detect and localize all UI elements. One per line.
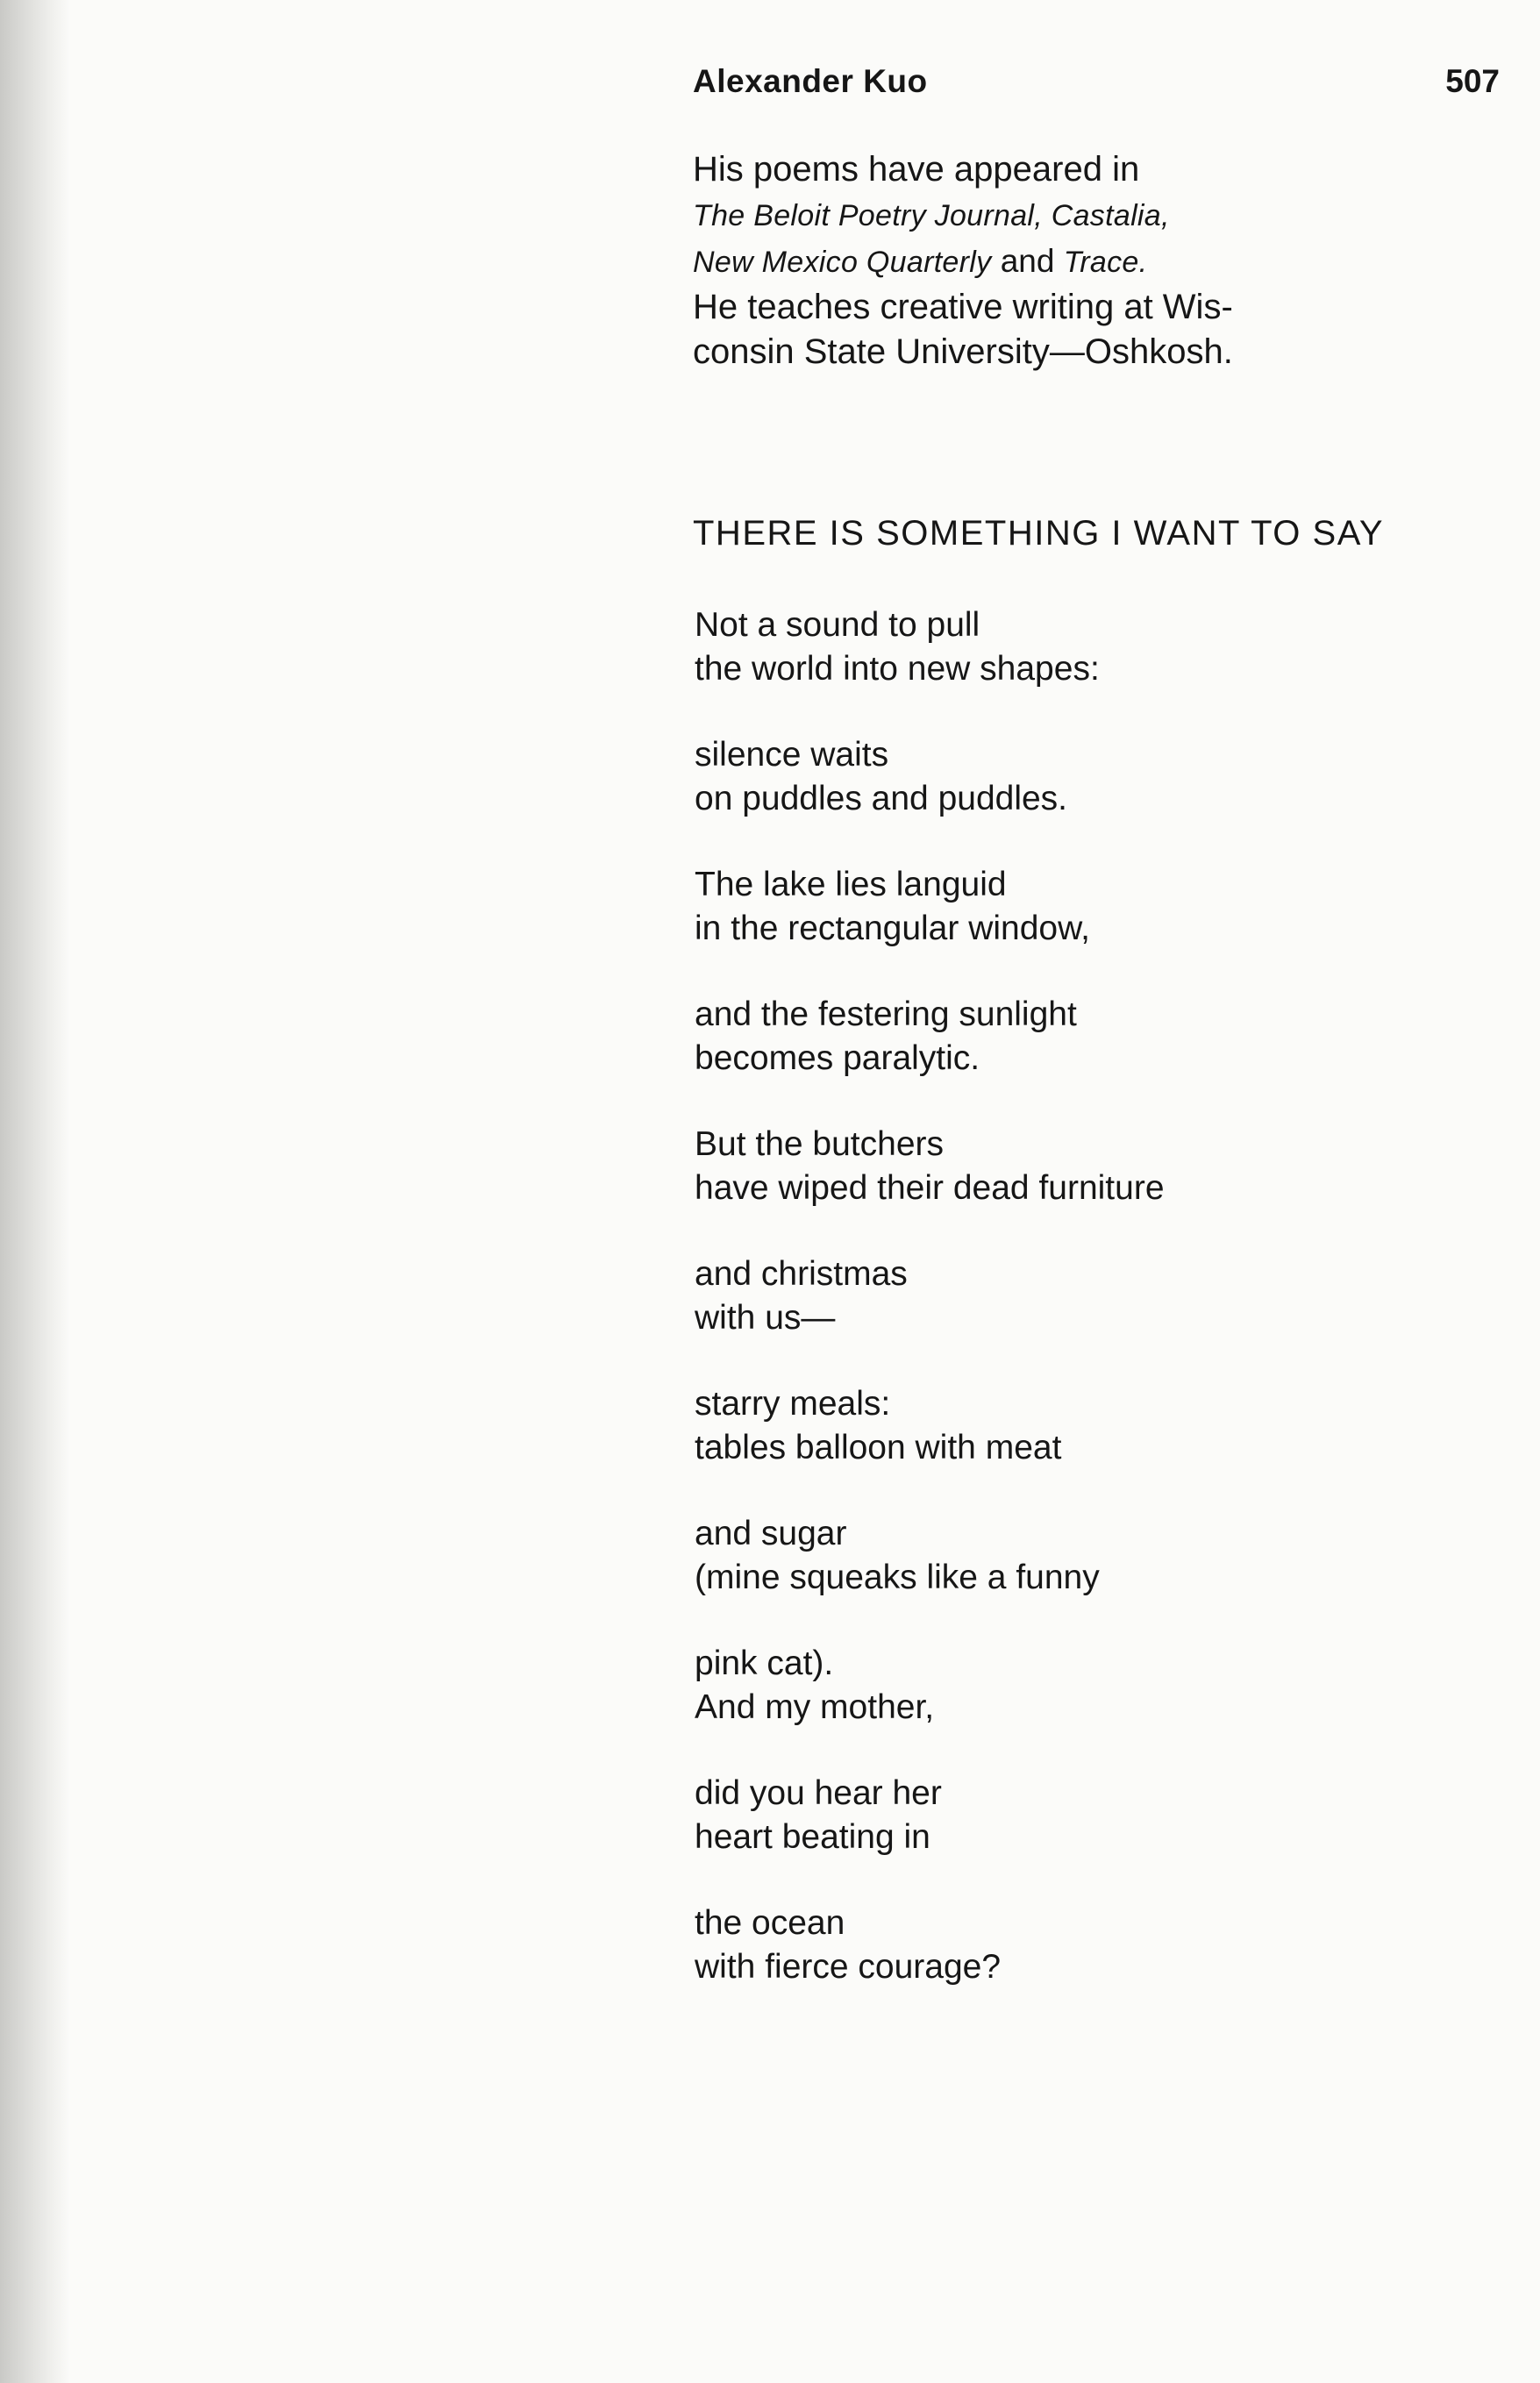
- conjunction: and: [991, 243, 1064, 279]
- poem-line: But the butchers: [695, 1125, 945, 1163]
- bio-line: [693, 192, 1359, 239]
- poem-line: (mine squeaks like a funny: [695, 1559, 1100, 1596]
- poem-line: have wiped their dead furniture: [695, 1169, 1165, 1207]
- author-bio: [693, 147, 1359, 375]
- bio-line: [693, 239, 1359, 285]
- poem-line: in the rectangular window,: [695, 910, 1090, 947]
- poem-stanza: [695, 1252, 1484, 1340]
- journal-title: Trace.: [1063, 246, 1148, 279]
- poem-line: heart beating in: [695, 1818, 930, 1856]
- bio-line: He teaches creative writing at Wis-: [693, 288, 1233, 326]
- poem-line: the world into new shapes:: [695, 650, 1100, 688]
- poem-stanza: [695, 1901, 1484, 1989]
- poem-line: The lake lies languid: [695, 866, 1007, 903]
- poem-line: and sugar: [695, 1515, 847, 1552]
- poem-stanza: [695, 1642, 1484, 1730]
- poem-line: starry meals:: [695, 1385, 891, 1423]
- poem-stanza: [695, 863, 1484, 951]
- poem-stanza: [695, 1772, 1484, 1859]
- poem-line: And my mother,: [695, 1688, 935, 1726]
- poem-line: the ocean: [695, 1904, 845, 1942]
- poem-stanza: [695, 1382, 1484, 1470]
- poem-line: becomes paralytic.: [695, 1039, 980, 1077]
- journal-titles: The Beloit Poetry Journal, Castalia,: [693, 199, 1170, 232]
- poem-body: [695, 603, 1484, 2031]
- poem-stanza: [695, 603, 1484, 691]
- poem-stanza: [695, 733, 1484, 821]
- poem-line: and christmas: [695, 1255, 908, 1293]
- running-head: [693, 63, 1500, 107]
- poem-stanza: [695, 1123, 1484, 1210]
- poem-line: pink cat).: [695, 1645, 834, 1682]
- bio-line: consin State University—Oshkosh.: [693, 332, 1233, 371]
- poem-line: on puddles and puddles.: [695, 780, 1068, 817]
- poem-stanza: [695, 1512, 1484, 1600]
- poem-line: did you hear her: [695, 1774, 942, 1812]
- poem-stanza: [695, 993, 1484, 1081]
- poem-line: and the festering sunlight: [695, 995, 1077, 1033]
- poem-line: with us—: [695, 1299, 836, 1337]
- poem-title: THERE IS SOMETHING I WANT TO SAY: [693, 514, 1385, 553]
- poem-line: silence waits: [695, 736, 889, 774]
- poem-line: tables balloon with meat: [695, 1429, 1062, 1466]
- author-name: Alexander Kuo: [693, 63, 928, 99]
- journal-title: New Mexico Quarterly: [693, 246, 992, 279]
- poem-line: with fierce courage?: [695, 1948, 1002, 1986]
- poem-line: Not a sound to pull: [695, 606, 980, 644]
- page-number: 507: [1445, 63, 1500, 99]
- bio-line: His poems have appeared in: [693, 150, 1140, 189]
